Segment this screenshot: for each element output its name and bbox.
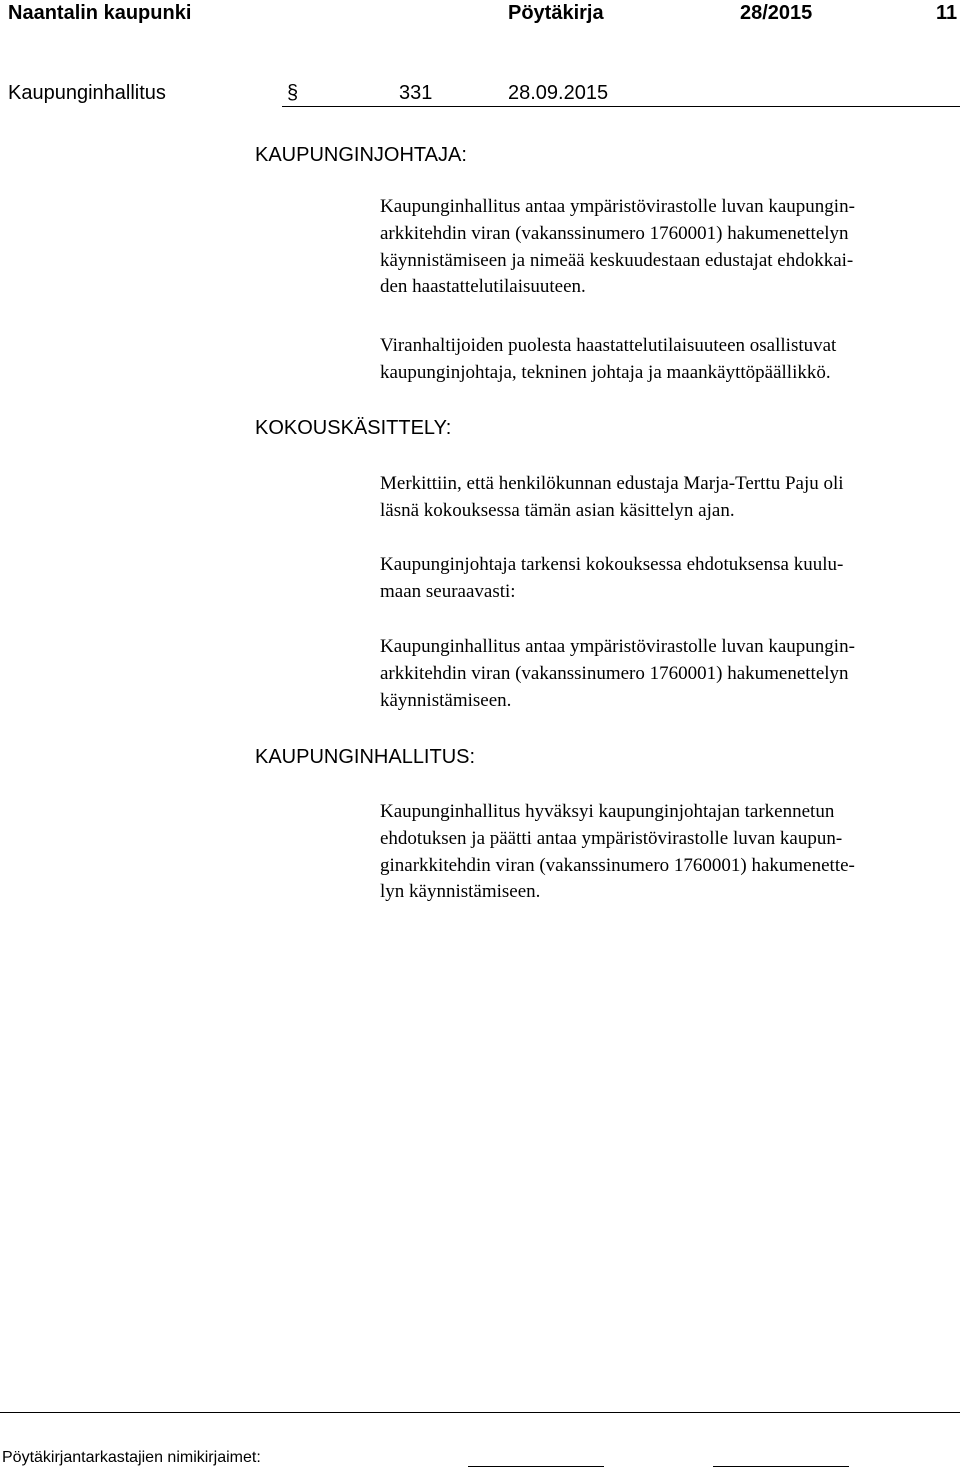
signature-line-1: [468, 1466, 604, 1467]
paragraph-line: Kaupunginhallitus antaa ympäristövirastolle luvan kaupungin-: [380, 196, 855, 217]
label-mayor: KAUPUNGINJOHTAJA:: [255, 144, 467, 166]
paragraph-line: käynnistämiseen ja nimeää keskuudestaan edustajat ehdokkai-: [380, 249, 854, 271]
document-number: 28/2015: [740, 2, 813, 24]
governing-body: Kaupunginhallitus: [8, 82, 166, 104]
paragraph-line: kaupunginjohtaja, tekninen johtaja ja maankäyttöpäällikkö.: [380, 361, 831, 383]
paragraph-line: Viranhaltijoiden puolesta haastattelutilaisuuteen osallistuvat: [380, 335, 837, 356]
label-board: KAUPUNGINHALLITUS:: [255, 746, 476, 768]
paragraph-clarified: [380, 552, 952, 606]
document-type: Pöytäkirja: [508, 2, 604, 24]
paragraph-noted: [380, 471, 952, 525]
paragraph-line: Kaupunginhallitus hyväksyi kaupunginjohtajan tarkennetun: [380, 801, 835, 822]
paragraph-line: käynnistämiseen.: [380, 689, 512, 711]
signature-line-2: [713, 1466, 849, 1467]
paragraph-revised: [380, 634, 952, 714]
paragraph-line: ginarkkitehdin viran (vakanssinumero 1760001) hakumenette-: [380, 854, 855, 876]
signature-label: Pöytäkirjantarkastajien nimikirjaimet:: [2, 1449, 261, 1466]
paragraph-line: arkkitehdin viran (vakanssinumero 1760001) hakumenettelyn: [380, 222, 849, 244]
label-processing: KOKOUSKÄSITTELY:: [255, 417, 452, 439]
paragraph-officials: [380, 333, 952, 387]
paragraph-proposal: [380, 194, 952, 301]
paragraph-line: läsnä kokouksessa tämän asian käsittelyn ajan.: [380, 499, 735, 521]
paragraph-line: ehdotuksen ja päätti antaa ympäristövirastolle luvan kaupun-: [380, 827, 843, 849]
paragraph-line: Kaupunginjohtaja tarkensi kokouksessa ehdotuksensa kuulu-: [380, 554, 844, 575]
page-number: 11: [936, 2, 958, 24]
section-number: 331: [399, 82, 433, 104]
paragraph-decision: [380, 799, 952, 906]
paragraph-line: arkkitehdin viran (vakanssinumero 1760001) hakumenettelyn: [380, 662, 849, 684]
section-icon: §: [287, 82, 299, 104]
header-rule: [282, 106, 960, 107]
paragraph-line: maan seuraavasti:: [380, 580, 516, 602]
paragraph-line: lyn käynnistämiseen.: [380, 881, 541, 903]
paragraph-line: Kaupunginhallitus antaa ympäristövirastolle luvan kaupungin-: [380, 636, 855, 657]
meeting-date: 28.09.2015: [508, 82, 609, 104]
footer-rule: [0, 1412, 960, 1413]
paragraph-line: den haastattelutilaisuuteen.: [380, 276, 586, 298]
paragraph-line: Merkittiin, että henkilökunnan edustaja Marja-Terttu Paju oli: [380, 473, 844, 494]
municipality-name: Naantalin kaupunki: [8, 2, 192, 24]
